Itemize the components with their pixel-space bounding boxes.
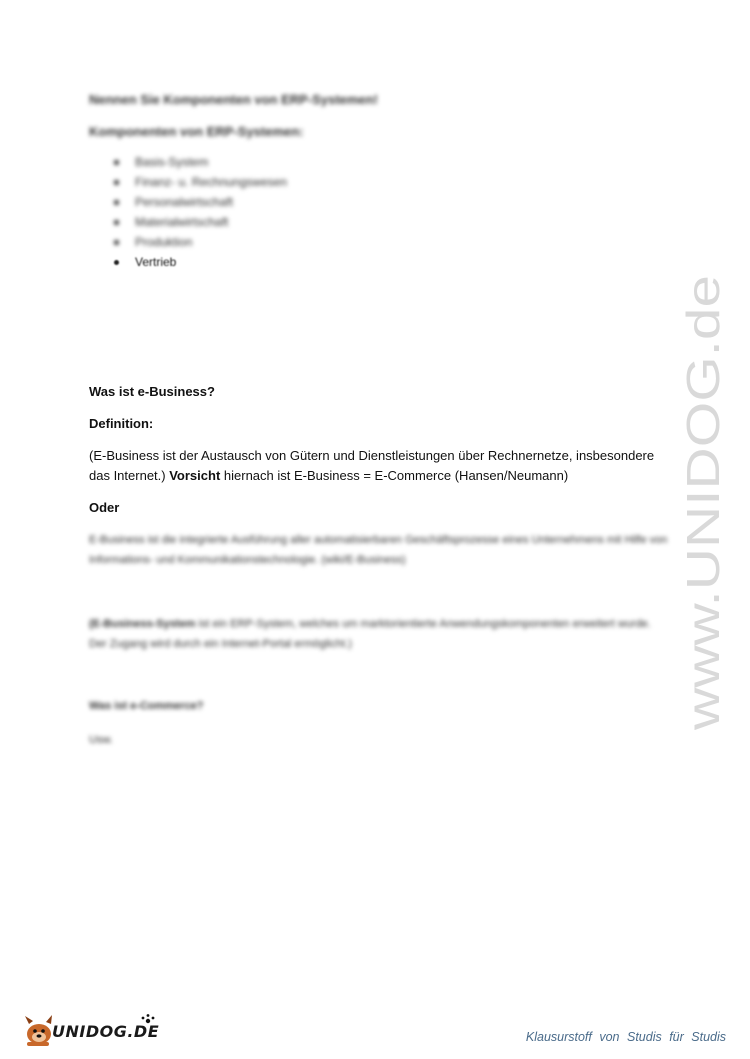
list-item: Personalwirtschaft [89,192,287,212]
question-1-subtitle: Komponenten von ERP-Systemen: [89,124,304,139]
question-2-title: Was ist e-Business? [89,384,215,399]
list-item: Finanz- u. Rechnungswesen [89,172,287,192]
svg-text:www.UNIDOG.de: www.UNIDOG.de [677,372,729,730]
list-item: Basis-System [89,152,287,172]
footer-tagline: Klausurstoff von Studis für Studis [525,1030,726,1044]
list-item: Materialwirtschaft [89,212,287,232]
or-label: Oder [89,500,120,515]
question-1-title: Nennen Sie Komponenten von ERP-Systemen! [89,92,378,107]
question-3-answer: Usw. [89,734,113,746]
e-business-system-paragraph: (E-Business-System ist ein ERP-System, welches um marktorientierte Anwendungskomponenten erweitert wurde. Der Zugang wird durch ein Internet-Portal ermöglicht.) [89,618,651,650]
alternative-definition: E-Business ist die integrierte Ausführung aller automatisierbaren Geschäftsprozesse eines Unternehmens mit Hilfe von Informations- und Kommunikationstechnologie. (wiki/E-Business) [89,534,668,566]
question-3-title: Was ist e-Commerce? [89,700,204,712]
erp-components-list [89,152,287,272]
definition-label: Definition: [89,416,154,431]
watermark-text [677,270,737,730]
definition-paragraph: (E-Business ist der Austausch von Gütern und Dienstleistungen über Rechnernetze, insbesondere das Internet.) Vorsicht hiernach ist E-Business = E-Commerce (Hansen/Neumann) [89,448,655,483]
vorsicht-emphasis: Vorsicht [169,468,221,483]
list-item: Produktion [89,232,287,252]
list-item: Vertrieb [89,252,287,272]
dog-mascot-icon [25,1015,52,1046]
logo-text: UNIDOG.DE [52,1022,160,1041]
